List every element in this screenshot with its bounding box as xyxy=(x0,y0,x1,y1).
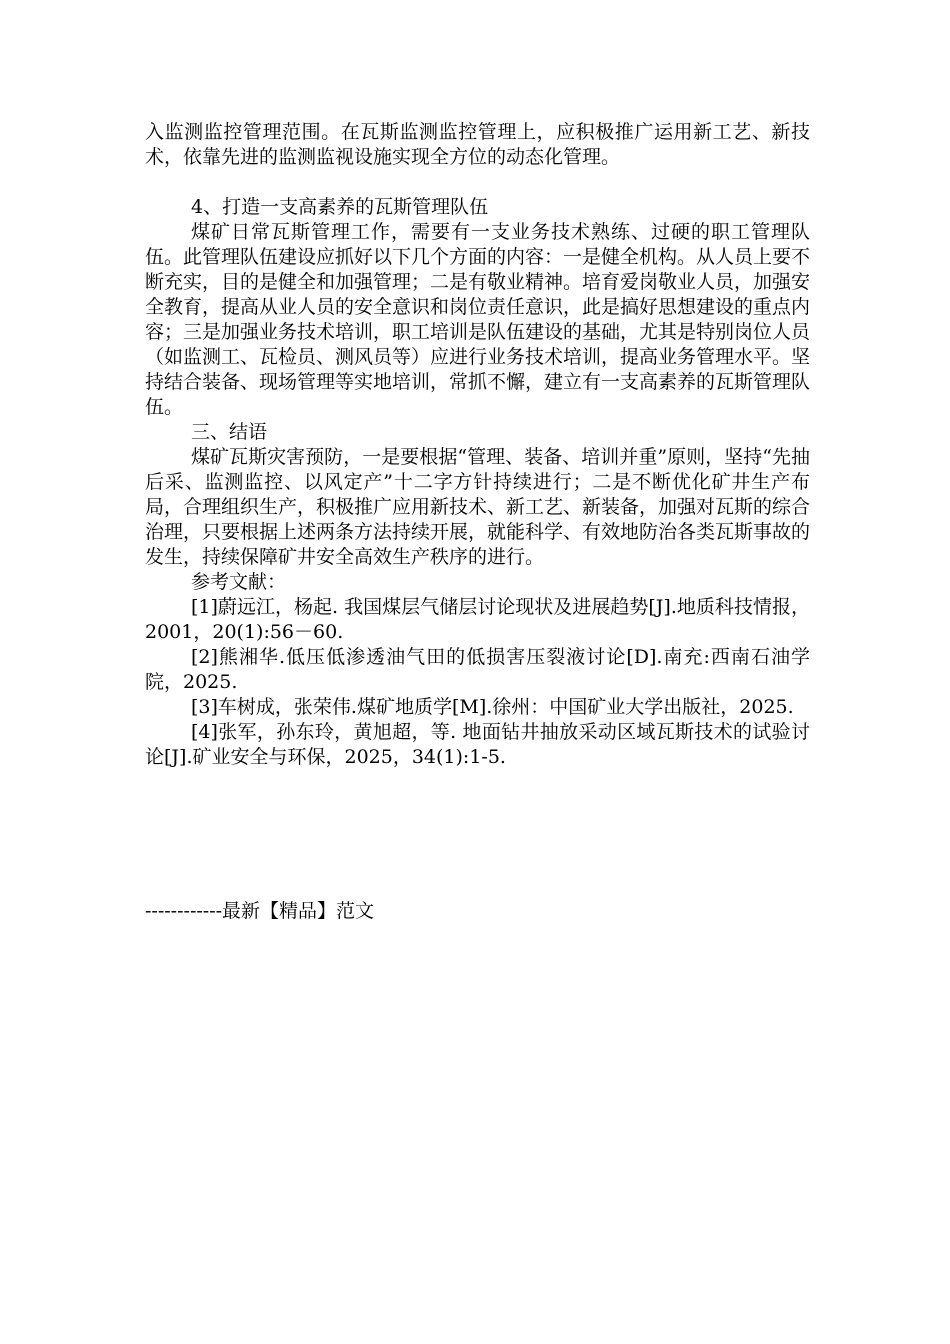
section-heading-team: 4、打造一支高素养的瓦斯管理队伍 xyxy=(191,196,489,218)
footer-tagline: ------------最新【精品】范文 xyxy=(145,900,375,922)
reference-item-3: [3]车树成，张荣伟.煤矿地质学[M].徐州：中国矿业大学出版社，2025. xyxy=(191,696,794,718)
paragraph-team: 煤矿日常瓦斯管理工作，需要有一支业务技术熟练、过硬的职工管理队伍。此管理队伍建设应抓好以下几个方面的内容：一是健全机构。从人员上要不断充实，目的是健全和加强管理；二是有敬业精神。培育爱岗敬业人员，加强安全教育，提高从业人员的安全意识和岗位责任意识，此是搞好思想建设的重点内容；三是加强业务技术培训，职工培训是队伍建设的基础，尤其是特别岗位人员（如监测工、瓦检员、测风员等）应进行业务技术培训，提高业务管理水平。坚持结合装备、现场管理等实地培训，常抓不懈，建立有一支高素养的瓦斯管理队伍。 xyxy=(145,221,811,418)
reference-item-4: [4]张军，孙东玲，黄旭超，等. 地面钻井抽放采动区域瓦斯技术的试验讨论[J].矿业安全与环保，2025，34(1):1-5. xyxy=(145,721,810,768)
references-heading: 参考文献： xyxy=(191,571,287,593)
reference-item-2: [2]熊湘华.低压低渗透油气田的低损害压裂液讨论[D].南充:西南石油学院，2025. xyxy=(145,646,810,693)
section-heading-conclusion: 三、结语 xyxy=(191,421,268,443)
document-body xyxy=(145,120,810,770)
paragraph-intro-continuation: 入监测监控管理范围。在瓦斯监测监控管理上，应积极推广运用新工艺、新技术，依靠先进的监测监视设施实现全方位的动态化管理。 xyxy=(145,121,810,168)
paragraph-conclusion: 煤矿瓦斯灾害预防，一是要根据“管理、装备、培训并重”原则，坚持“先抽后采、监测监控、以风定产”十二字方针持续进行；二是不断优化矿井生产布局，合理组织生产，积极推广应用新技术、新工艺、新装备，加强对瓦斯的综合治理，只要根据上述两条方法持续开展，就能科学、有效地防治各类瓦斯事故的发生，持续保障矿井安全高效生产秩序的进行。 xyxy=(145,446,811,568)
paragraph-gap xyxy=(145,170,810,195)
reference-item-1: [1]蔚远江，杨起. 我国煤层气储层讨论现状及进展趋势[J].地质科技情报，2001，20(1):56－60. xyxy=(145,596,810,643)
